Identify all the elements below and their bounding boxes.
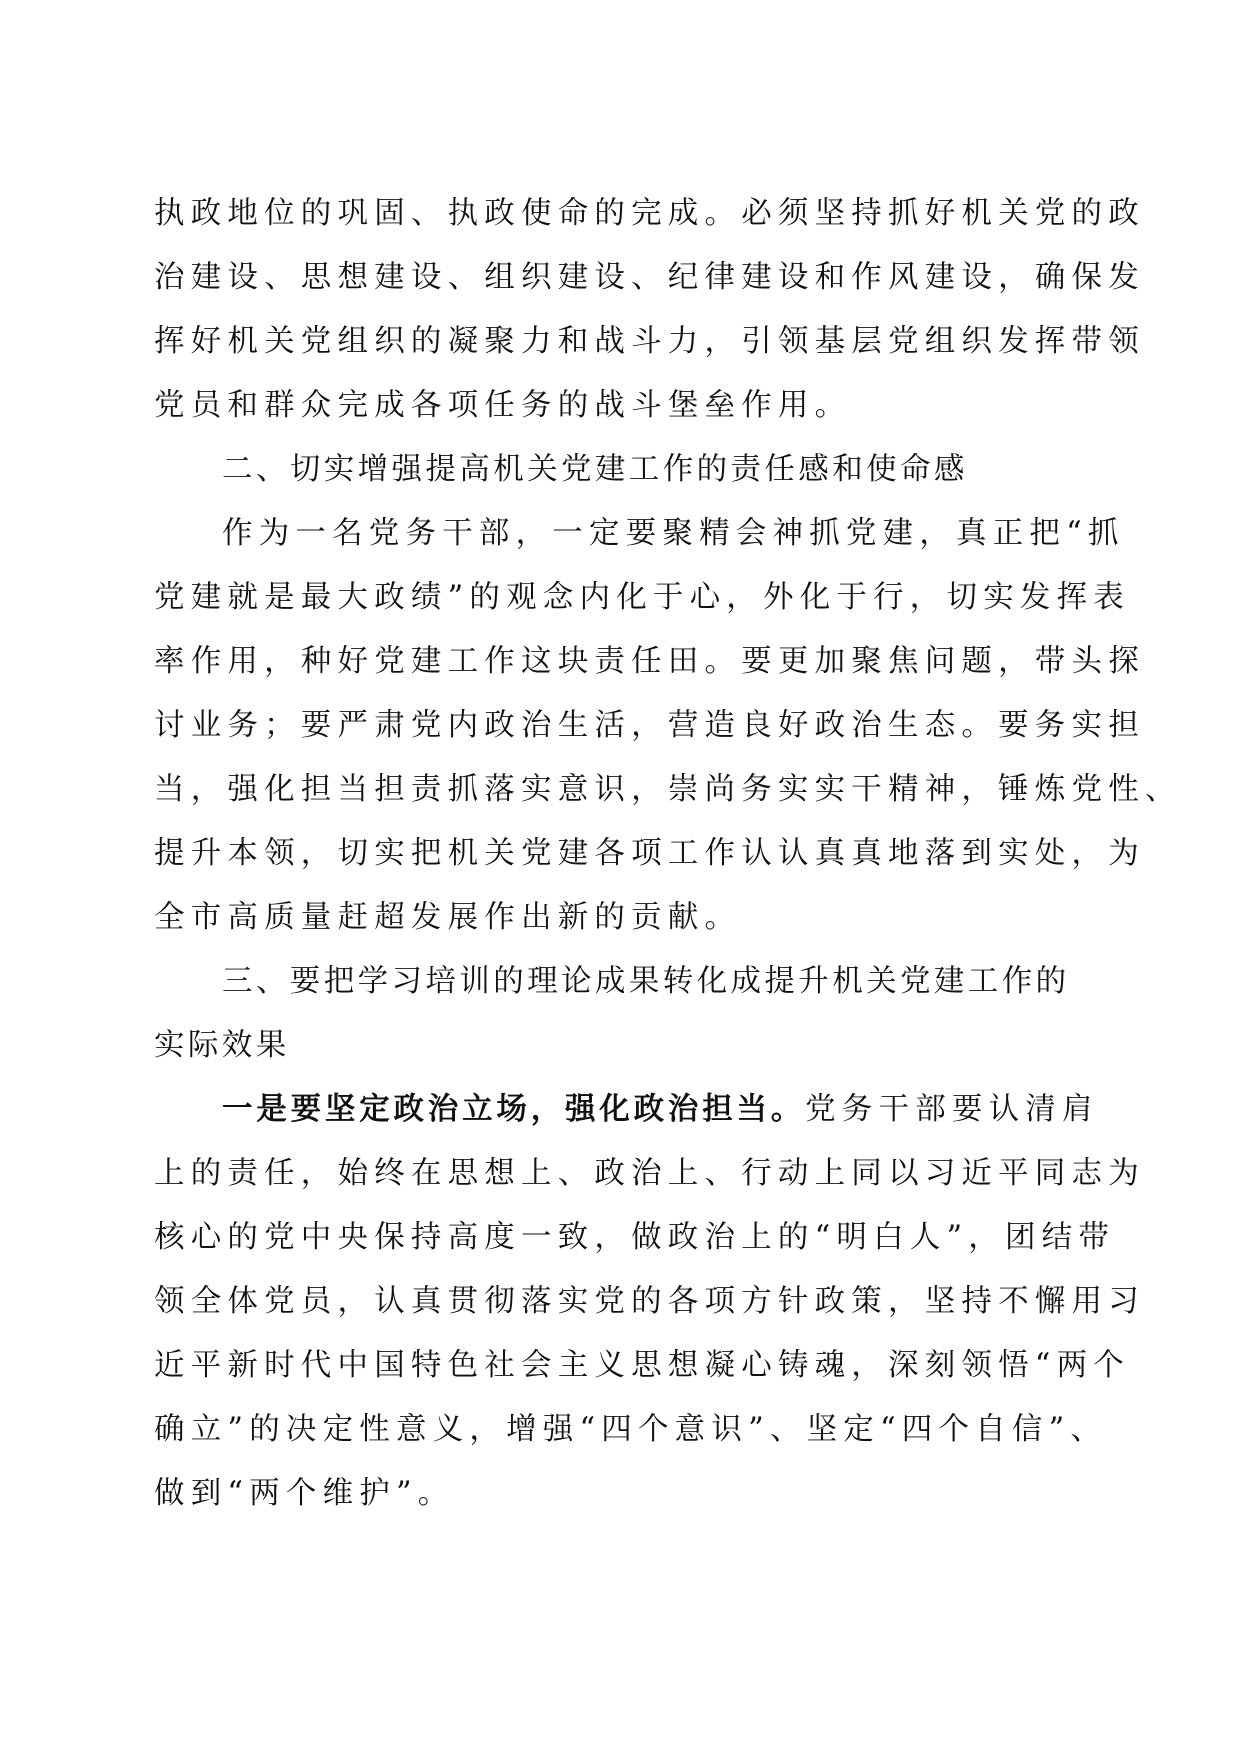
paragraph-3-line-6: 确立”的决定性意义，增强“四个意识”、坚定“四个自信”、 (154, 1412, 1108, 1447)
paragraph-2-line-3: 率作用，种好党建工作这块责任田。要更加聚焦问题，带头探 (154, 644, 1145, 679)
paragraph-2-line-5: 当，强化担当担责抓落实意识，崇尚务实实干精神，锤炼党性、 (154, 772, 1182, 807)
paragraph-1-line-3: 挥好机关党组织的凝聚力和战斗力，引领基层党组织发挥带领 (154, 324, 1145, 359)
paragraph-2-line-2: 党建就是最大政绩”的观念内化于心，外化于行，切实发挥表 (154, 580, 1130, 615)
paragraph-2-line-1: 作为一名党务干部，一定要聚精会神抓党建，真正把“抓 (222, 516, 1125, 551)
paragraph-3-lead-bold: 一是要坚定政治立场，强化政治担当。 (222, 1092, 806, 1127)
paragraph-3-line-1 (222, 1087, 1099, 1133)
paragraph-3-line-5: 近平新时代中国特色社会主义思想凝心铸魂，深刻领悟“两个 (154, 1348, 1130, 1383)
paragraph-3-line-7: 做到“两个维护”。 (154, 1476, 455, 1511)
paragraph-2-line-7: 全市高质量赶超发展作出新的贡献。 (154, 900, 742, 935)
paragraph-3-line-3: 核心的党中央保持高度一致，做政治上的“明白人”，团结带 (154, 1220, 1116, 1255)
paragraph-2-line-4: 讨业务；要严肃党内政治生活，营造良好政治生态。要务实担 (154, 708, 1145, 743)
section-heading-3-line-2: 实际效果 (154, 1028, 290, 1063)
paragraph-3-line-4: 领全体党员，认真贯彻落实党的各项方针政策，坚持不懈用习 (154, 1284, 1145, 1319)
paragraph-1-line-1: 执政地位的巩固、执政使命的完成。必须坚持抓好机关党的政 (154, 196, 1145, 231)
paragraph-1-line-4: 党员和群众完成各项任务的战斗堡垒作用。 (154, 388, 852, 423)
paragraph-2-line-6: 提升本领，切实把机关党建各项工作认认真真地落到实处，为 (154, 836, 1145, 871)
paragraph-3-lead-rest: 党务干部要认清肩 (805, 1092, 1099, 1127)
paragraph-1-line-2: 治建设、思想建设、组织建设、纪律建设和作风建设，确保发 (154, 260, 1145, 295)
section-heading-2: 二、切实增强提高机关党建工作的责任感和使命感 (222, 452, 968, 487)
paragraph-3-line-2: 上的责任，始终在思想上、政治上、行动上同以习近平同志为 (154, 1156, 1145, 1191)
section-heading-3-line-1: 三、要把学习培训的理论成果转化成提升机关党建工作的 (222, 964, 1070, 999)
